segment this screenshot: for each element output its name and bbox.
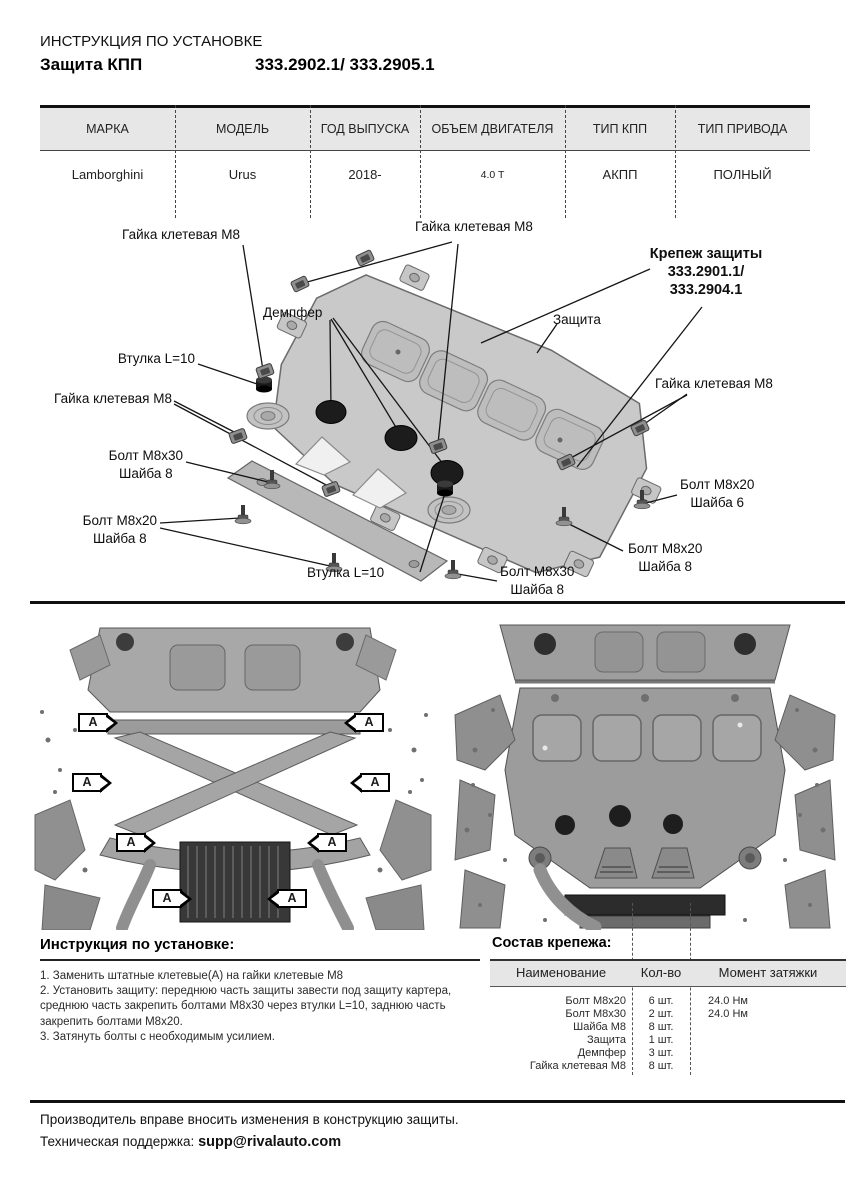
label-fastener-kit — [625, 245, 787, 299]
installation-instructions — [40, 936, 480, 1045]
footer-support-label: Техническая поддержка: — [40, 1134, 195, 1149]
photo-underbody-before — [30, 620, 436, 930]
label-protection: Защита — [553, 312, 601, 327]
hardware-col-qty: Кол-во — [640, 965, 682, 980]
hardware-heading: Состав крепежа: — [492, 935, 612, 951]
hardware-table — [490, 903, 846, 1079]
hw-qty: 3 шт. — [648, 1047, 674, 1059]
spec-divider — [310, 105, 311, 218]
instruction-step-2: 2. Установить защиту: переднюю часть защиты завести под защиту картера, среднюю часть закрепить болтами М8х30 через втулки L=10, заднюю часть закрепить болтами М8х20. — [40, 985, 452, 1028]
marker-a: A — [78, 713, 108, 732]
instructions-underline — [40, 959, 480, 961]
label-line: Шайба 6 — [690, 494, 745, 510]
hw-name: Защита — [587, 1034, 626, 1046]
label-damper: Демпфер — [263, 305, 323, 320]
spec-table-header — [40, 108, 810, 151]
spec-divider — [565, 105, 566, 218]
spec-gearbox: АКПП — [602, 167, 638, 182]
spec-col-brand: МАРКА — [86, 121, 129, 136]
table-row — [490, 1008, 846, 1021]
instruction-step-3: 3. Затянуть болты с необходимым усилием. — [40, 1030, 275, 1043]
footer-support — [40, 1134, 341, 1150]
spec-engine: 4.0 T — [480, 168, 505, 181]
hw-qty: 8 шт. — [648, 1021, 674, 1033]
label-bolt-m8x30-left — [109, 447, 183, 482]
label-line: 333.2904.1 — [669, 282, 743, 299]
spec-col-year: ГОД ВЫПУСКА — [320, 121, 410, 136]
label-line: Шайба 8 — [510, 581, 565, 597]
hw-qty: 1 шт. — [648, 1034, 674, 1046]
marker-a: A — [277, 889, 307, 908]
exploded-view-diagram — [0, 212, 849, 604]
label-bolt-m8x20-left — [83, 512, 157, 547]
label-line: Болт М8х20 — [82, 513, 157, 528]
spec-col-model: МОДЕЛЬ — [215, 121, 270, 136]
marker-a: A — [116, 833, 146, 852]
spec-brand: Lamborghini — [71, 167, 144, 182]
hw-name: Гайка клетевая М8 — [529, 1060, 626, 1072]
label-bolt-m8x30-bottom — [500, 563, 574, 598]
marker-a: A — [72, 773, 102, 792]
marker-a: A — [354, 713, 384, 732]
product-name: Защита КПП — [40, 55, 143, 74]
label-line: Болт М8х20 — [680, 477, 755, 492]
label-line: Шайба 8 — [92, 530, 147, 546]
hardware-col-name: Наименование — [515, 965, 607, 980]
document-title: ИНСТРУКЦИЯ ПО УСТАНОВКЕ — [40, 33, 263, 50]
hw-qty: 6 шт. — [648, 995, 674, 1007]
footer-disclaimer: Производитель вправе вносить изменения в конструкцию защиты. — [40, 1112, 459, 1127]
marker-a: A — [360, 773, 390, 792]
spec-table-row — [40, 151, 810, 198]
label-clip-nut-right: Гайка клетевая М8 — [655, 376, 773, 391]
label-clip-nut-top-center: Гайка клетевая М8 — [415, 219, 533, 234]
label-line: Шайба 8 — [118, 465, 173, 481]
spec-col-gearbox: ТИП КПП — [592, 121, 648, 136]
label-clip-nut-top-left: Гайка клетевая М8 — [122, 227, 240, 242]
footer-divider — [30, 1100, 845, 1103]
instructions-heading: Инструкция по установке: — [40, 936, 235, 953]
instruction-step-1: 1. Заменить штатные клетевые(А) на гайки клетевые М8 — [40, 970, 344, 982]
spec-divider — [420, 105, 421, 218]
label-bushing-left: Втулка L=10 — [117, 351, 195, 366]
installed-plate-illustration — [445, 620, 845, 930]
hardware-col-torque: Момент затяжки — [718, 965, 818, 980]
spec-drive: ПОЛНЫЙ — [713, 167, 772, 182]
label-line: Болт М8х30 — [108, 448, 183, 463]
label-bolt-m8x20-washer6 — [680, 476, 754, 511]
spec-year: 2018- — [348, 167, 382, 182]
hw-name: Болт М8х20 — [565, 995, 626, 1007]
label-line: Шайба 8 — [638, 558, 693, 574]
hw-name: Демпфер — [577, 1047, 626, 1059]
label-bushing-bottom: Втулка L=10 — [307, 565, 385, 580]
label-line: Болт М8х30 — [500, 564, 575, 579]
spec-col-drive: ТИП ПРИВОДА — [697, 121, 788, 136]
label-line: Болт М8х20 — [628, 541, 703, 556]
hw-torque: 24.0 Нм — [708, 1008, 748, 1020]
label-clip-nut-left-2: Гайка клетевая М8 — [54, 391, 172, 406]
spec-divider — [675, 105, 676, 218]
hw-name: Шайба М8 — [573, 1021, 626, 1033]
table-row — [490, 1060, 846, 1073]
table-row — [490, 1047, 846, 1060]
support-email-link[interactable]: supp@rivalauto.com — [198, 1134, 342, 1150]
table-row — [490, 995, 846, 1008]
hw-qty: 2 шт. — [648, 1008, 674, 1020]
label-line: Крепеж защиты — [649, 246, 763, 262]
marker-a: A — [317, 833, 347, 852]
spec-table — [40, 105, 810, 198]
table-row — [490, 1021, 846, 1034]
hw-torque: 24.0 Нм — [708, 995, 748, 1007]
label-bolt-m8x20-right — [628, 540, 702, 575]
spec-col-engine: ОБЪЕМ ДВИГАТЕЛЯ — [431, 121, 554, 136]
spec-model: Urus — [228, 167, 257, 182]
photo-underbody-after — [445, 620, 845, 930]
divider-line — [30, 601, 845, 604]
hw-qty: 8 шт. — [648, 1060, 674, 1072]
part-numbers: 333.2902.1/ 333.2905.1 — [255, 55, 435, 74]
spec-divider — [175, 105, 176, 218]
table-row — [490, 1034, 846, 1047]
marker-a: A — [152, 889, 182, 908]
hw-name: Болт М8х30 — [565, 1008, 626, 1020]
label-line: 333.2901.1/ — [667, 264, 745, 281]
